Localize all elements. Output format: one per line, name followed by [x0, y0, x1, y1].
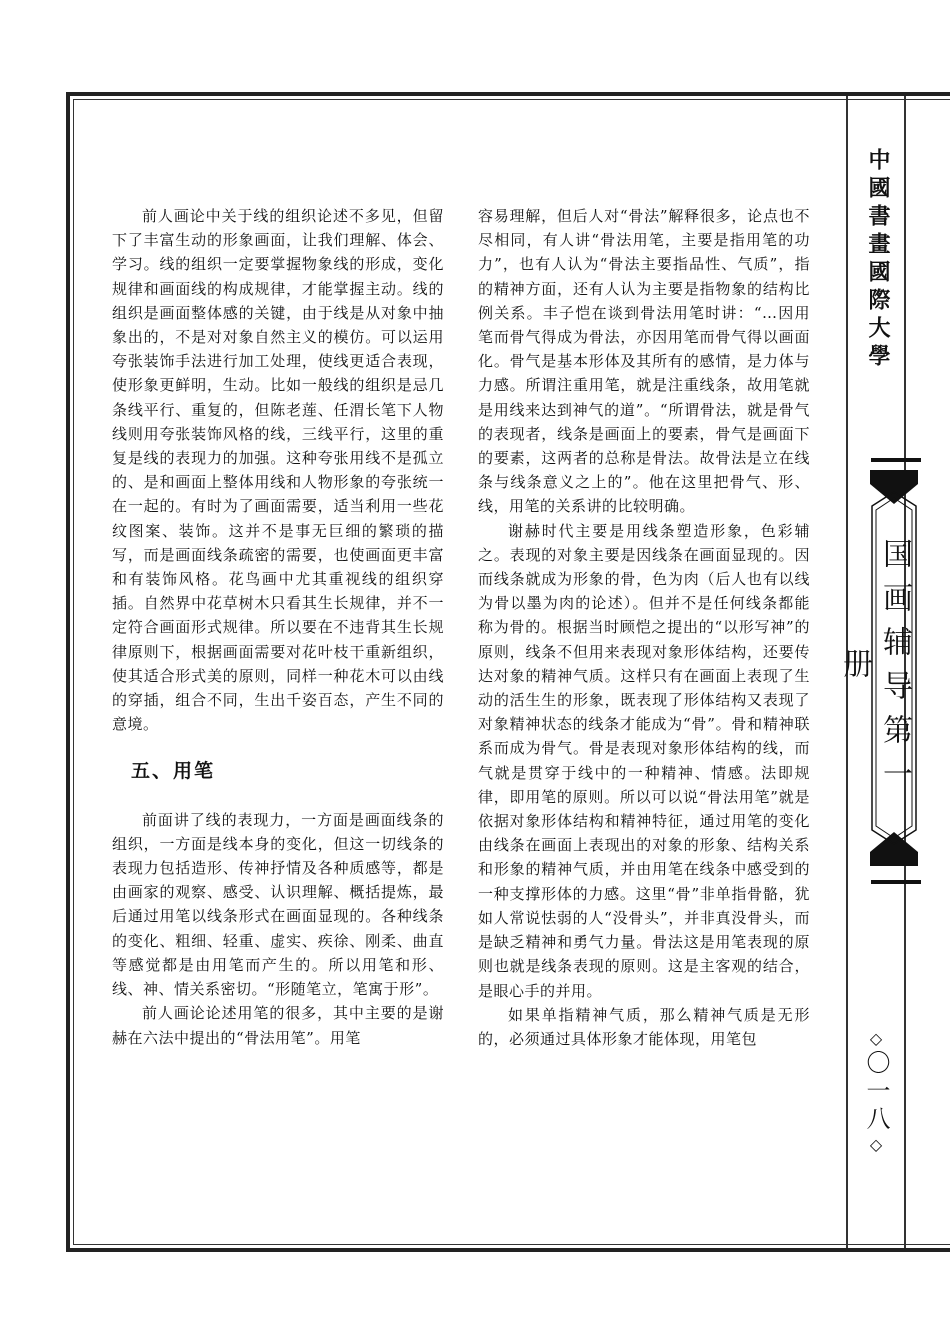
diamond-icon: ◇	[869, 1029, 883, 1048]
page-number	[860, 1028, 892, 1156]
right-paragraph-1: 容易理解，但后人对“骨法”解释很多，论点也不尽相同，有人讲“骨法用笔，主要是指用笔的功力”，也有人认为“骨法主要指品性、气质”，指的精神方面，还有人认为主要是指物象的结构比例关系。丰子恺在谈到骨法用笔时讲：“…因用笔而骨气得成为骨法，亦因用笔而骨气得以画面化。骨气是基本形体及其所有的感情，是力体与力感。所谓注重用笔，就是注重线条，故用笔就是用线来达到神气的道”。“所谓骨法，就是骨气的表现者，线条是画面上的要素，骨气是画面下的要素，这两者的总称是骨法。故骨法是立在线条与线条意义之上的”。他在这里把骨气、形、线，用笔的关系讲的比较明确。	[478, 207, 810, 516]
sidebar-banner	[837, 470, 926, 866]
diamond-icon: ◇	[869, 1135, 883, 1154]
sidebar-rule-bottom	[871, 880, 921, 884]
left-column	[112, 204, 444, 1050]
right-column	[478, 204, 810, 1051]
left-paragraph-3: 前人画论论述用笔的很多，其中主要的是谢赫在六法中提出的“骨法用笔”。用笔	[112, 1004, 444, 1047]
left-paragraph-1: 前人画论中关于线的组织论述不多见，但留下了丰富生动的形象画面，让我们理解、体会、学习。线的组织一定要掌握物象线的形成，变化规律和画面线的构成规律，才能掌握主动。线的组织是画面整体感的关键，由于线是从对象中抽象出的，不是对对象自然主义的模仿。可以运用夸张装饰手法进行加工处理，使线更适合表现，使形象更鲜明，生动。比如一般线的组织是忌几条线平行、重复的，但陈老莲、任渭长笔下人物线则用夸张装饰风格的线，三线平行，这里的重复是线的表现力的加强。这种夸张用线不是孤立的、是和画面上整体用线和人物形象的夸张统一在一起的。有时为了画面需要，适当利用一些花纹图案、装饰。这并不是事无巨细的繁琐的描写，而是画面线条疏密的需要，也使画面更丰富和有装饰风格。花鸟画中尤其重视线的组织穿插。自然界中花草树木只看其生长规律，并不一定符合画面形式规律。所以要在不违背其生长规律原则下，根据画面需要对花叶枝干重新组织，使其适合形式美的原则，同样一种花木可以由线的穿插，组合不同，生出千姿百态，产生不同的意境。	[112, 207, 444, 734]
right-paragraph-2: 谢赫时代主要是用线条塑造形象，色彩辅之。表现的对象主要是因线条在画面显现的。因而线条就成为形象的骨，色为肉（后人也有以线为骨以墨为肉的论述）。但并不是任何线条都能称为骨的。根据当时顾恺之提出的“以形写神”的原则，线条不但用来表现对象形体结构，还要传达对象的精神气质。这样只有在画面上表现了生动的活生生的形象，既表现了形体结构又表现了对象精神状态的线条才能成为“骨”。骨和精神联系而成为骨气。骨是表现对象形体结构的线，而气就是贯穿于线中的一种精神、情感。法即规律，即用笔的原则。所以可以说“骨法用笔”就是依据对象形体结构和精神特征，通过用笔的变化由线条在画面上表现出的对象的形象、结构关系和形象的精神气质，并由用笔在线条中感受到的一种支撑形体的力感。这里“骨”非单指骨骼，犹如人常说怯弱的人“没骨头”，并非真没骨头，而是缺乏精神和勇气力量。骨法这是用笔表现的原则也就是线条表现的原则。这是主客观的结合，是眼心手的并用。	[478, 521, 810, 1000]
page-number-text: 〇一八	[862, 1050, 890, 1134]
right-paragraph-3: 如果单指精神气质，那么精神气质是无形的，必须通过具体形象才能体现，用笔包	[478, 1005, 810, 1048]
sidebar-title: 中國書畫國際大學	[865, 148, 890, 372]
section-heading: 五、用笔	[131, 760, 216, 783]
sidebar-rule-top	[871, 458, 921, 462]
banner-title: 国画辅导第一册	[837, 538, 912, 802]
left-paragraph-2: 前面讲了线的表现力，一方面是画面线条的组织，一方面是线本身的变化，但这一切线条的表现力包括造形、传神抒情及各种质感等，都是由画家的观察、感受、认识理解、概括提炼，最后通过用笔以线条形式在画面显现的。各种线条的变化、粗细、轻重、虚实、疾徐、刚柔、曲直等感觉都是由用笔而产生的。所以用笔和形、线、神、情关系密切。“形随笔立，笔寓于形”。	[112, 810, 444, 999]
